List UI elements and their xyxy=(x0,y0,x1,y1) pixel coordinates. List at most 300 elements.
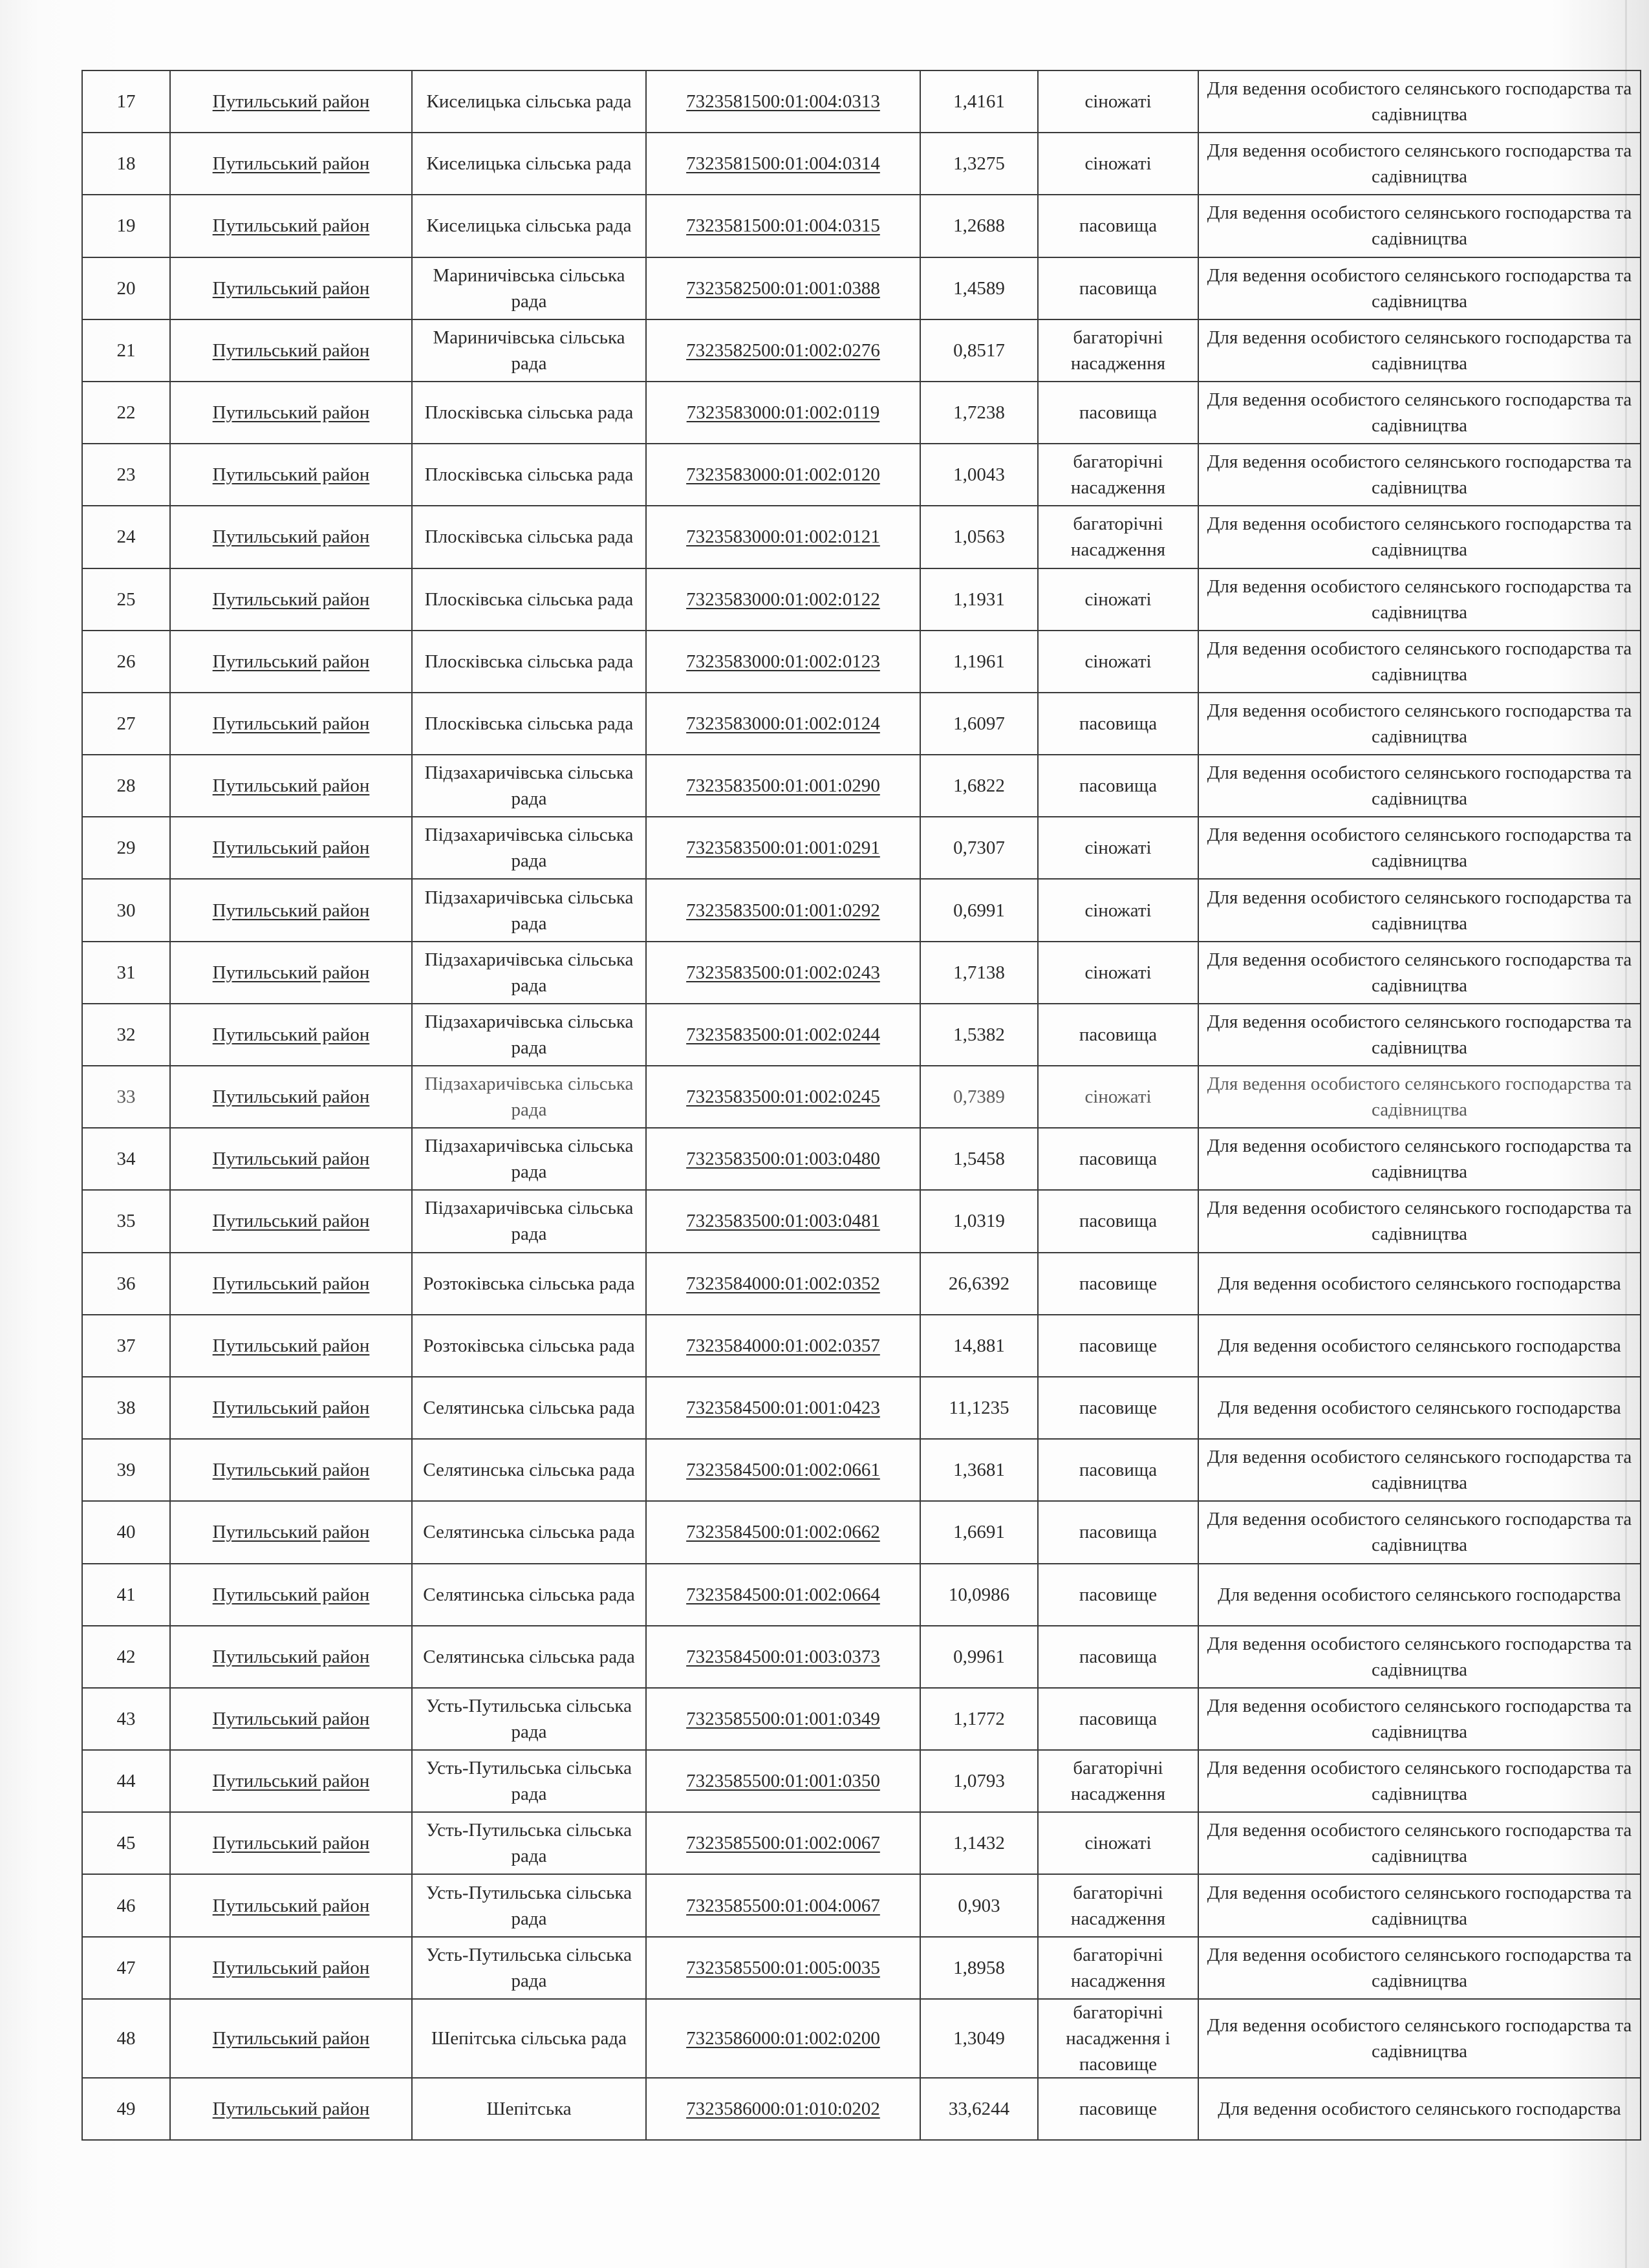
district-cell xyxy=(170,1812,412,1874)
row-number-cell: 27 xyxy=(82,693,170,755)
council-cell: Селятинська сільська рада xyxy=(412,1501,646,1563)
table-row xyxy=(82,1190,1641,1252)
council-cell: Плосківська сільська рада xyxy=(412,568,646,631)
cadastral-link[interactable]: 7323584500:01:002:0662 xyxy=(686,1522,880,1543)
council-cell: Усть-Путильська сільська рада xyxy=(412,1750,646,1812)
land-type-cell: сіножаті xyxy=(1038,631,1198,693)
cadastral-number-cell xyxy=(646,1874,920,1936)
council-cell: Розтоківська сільська рада xyxy=(412,1315,646,1377)
district-link[interactable]: Путильський район xyxy=(212,837,370,859)
row-number-cell: 49 xyxy=(82,2078,170,2140)
cadastral-number-cell xyxy=(646,755,920,817)
purpose-cell: Для ведення особистого селянського господарства та садівництва xyxy=(1198,1128,1641,1190)
district-link[interactable]: Путильський район xyxy=(212,153,370,175)
district-link[interactable]: Путильський район xyxy=(212,962,370,983)
area-cell: 1,7238 xyxy=(920,382,1038,444)
table-row xyxy=(82,1066,1641,1128)
purpose-cell: Для ведення особистого селянського господарства xyxy=(1198,1315,1641,1377)
council-cell: Мариничівська сільська рада xyxy=(412,257,646,319)
district-cell xyxy=(170,319,412,382)
district-cell xyxy=(170,568,412,631)
area-cell: 1,3275 xyxy=(920,133,1038,195)
cadastral-link[interactable]: 7323585500:01:005:0035 xyxy=(686,1957,880,1978)
land-type-cell: пасовища xyxy=(1038,1439,1198,1501)
purpose-cell: Для ведення особистого селянського господарства та садівництва xyxy=(1198,1999,1641,2078)
district-cell xyxy=(170,1128,412,1190)
row-number-cell: 29 xyxy=(82,817,170,879)
table-row xyxy=(82,1004,1641,1066)
cadastral-number-cell xyxy=(646,1626,920,1688)
land-type-cell: пасовища xyxy=(1038,755,1198,817)
district-link[interactable]: Путильський район xyxy=(212,526,370,548)
cadastral-link[interactable]: 7323583500:01:002:0245 xyxy=(686,1086,880,1108)
cadastral-link[interactable]: 7323584500:01:001:0423 xyxy=(686,1398,880,1419)
purpose-cell: Для ведення особистого селянського господарства xyxy=(1198,1564,1641,1626)
cadastral-link[interactable]: 7323584000:01:002:0352 xyxy=(686,1273,880,1294)
district-link[interactable]: Путильський район xyxy=(212,91,370,113)
cadastral-link[interactable]: 7323585500:01:004:0067 xyxy=(686,1895,880,1916)
table-row xyxy=(82,1999,1641,2078)
area-cell: 1,1961 xyxy=(920,631,1038,693)
table-row xyxy=(82,1439,1641,1501)
cadastral-number-cell xyxy=(646,1190,920,1252)
area-cell: 1,6822 xyxy=(920,755,1038,817)
land-type-cell: багаторічні насадження xyxy=(1038,506,1198,568)
land-type-cell: сіножаті xyxy=(1038,133,1198,195)
district-cell xyxy=(170,195,412,257)
district-link[interactable]: Путильський район xyxy=(212,1833,370,1854)
cadastral-number-cell xyxy=(646,1688,920,1750)
district-link[interactable]: Путильський район xyxy=(212,775,370,797)
land-type-cell: пасовища xyxy=(1038,1190,1198,1252)
district-cell xyxy=(170,1999,412,2078)
district-cell xyxy=(170,382,412,444)
cadastral-link[interactable]: 7323583000:01:002:0123 xyxy=(686,651,880,672)
council-cell: Підзахаричівська сільська рада xyxy=(412,1066,646,1128)
area-cell: 1,0563 xyxy=(920,506,1038,568)
district-cell xyxy=(170,1004,412,1066)
purpose-cell: Для ведення особистого селянського господарства та садівництва xyxy=(1198,879,1641,941)
cadastral-number-cell xyxy=(646,133,920,195)
cadastral-link[interactable]: 7323585500:01:001:0350 xyxy=(686,1771,880,1792)
district-link[interactable]: Путильський район xyxy=(212,1335,370,1356)
area-cell: 1,6691 xyxy=(920,1501,1038,1563)
district-cell xyxy=(170,1377,412,1439)
council-cell: Усть-Путильська сільська рада xyxy=(412,1937,646,1999)
row-number-cell: 22 xyxy=(82,382,170,444)
cadastral-link[interactable]: 7323583500:01:003:0481 xyxy=(686,1211,880,1232)
cadastral-number-cell xyxy=(646,1439,920,1501)
land-plots-table xyxy=(81,70,1641,2141)
row-number-cell: 47 xyxy=(82,1937,170,1999)
table-row xyxy=(82,506,1641,568)
land-type-cell: сіножаті xyxy=(1038,1812,1198,1874)
cadastral-number-cell xyxy=(646,693,920,755)
council-cell: Киселицька сільська рада xyxy=(412,195,646,257)
purpose-cell: Для ведення особистого селянського господарства та садівництва xyxy=(1198,1626,1641,1688)
purpose-cell: Для ведення особистого селянського господарства xyxy=(1198,1253,1641,1315)
area-cell: 1,4589 xyxy=(920,257,1038,319)
area-cell: 1,3049 xyxy=(920,1999,1038,2078)
row-number-cell: 44 xyxy=(82,1750,170,1812)
land-type-cell: пасовища xyxy=(1038,1626,1198,1688)
cadastral-link[interactable]: 7323585500:01:001:0349 xyxy=(686,1708,880,1729)
district-link[interactable]: Путильський район xyxy=(212,1957,370,1978)
purpose-cell: Для ведення особистого селянського господарства та садівництва xyxy=(1198,817,1641,879)
cadastral-link[interactable]: 7323584500:01:002:0664 xyxy=(686,1584,880,1605)
table-row xyxy=(82,257,1641,319)
land-type-cell: багаторічні насадження xyxy=(1038,444,1198,506)
table-row xyxy=(82,1253,1641,1315)
land-type-cell: пасовища xyxy=(1038,195,1198,257)
cadastral-link[interactable]: 7323581500:01:004:0313 xyxy=(686,91,880,113)
table-row xyxy=(82,1377,1641,1439)
district-cell xyxy=(170,1626,412,1688)
row-number-cell: 17 xyxy=(82,70,170,133)
row-number-cell: 45 xyxy=(82,1812,170,1874)
cadastral-link[interactable]: 7323586000:01:010:0202 xyxy=(686,2098,880,2119)
land-type-cell: багаторічні насадження xyxy=(1038,319,1198,382)
cadastral-number-cell xyxy=(646,568,920,631)
area-cell: 0,7307 xyxy=(920,817,1038,879)
row-number-cell: 40 xyxy=(82,1501,170,1563)
council-cell: Шепітська сільська рада xyxy=(412,1999,646,2078)
land-type-cell: пасовища xyxy=(1038,1004,1198,1066)
purpose-cell: Для ведення особистого селянського господарства та садівництва xyxy=(1198,942,1641,1004)
cadastral-number-cell xyxy=(646,1253,920,1315)
table-row xyxy=(82,1128,1641,1190)
table-row xyxy=(82,631,1641,693)
district-link[interactable]: Путильський район xyxy=(212,1086,370,1108)
purpose-cell: Для ведення особистого селянського господарства та садівництва xyxy=(1198,1750,1641,1812)
purpose-cell: Для ведення особистого селянського господарства та садівництва xyxy=(1198,1937,1641,1999)
district-link[interactable]: Путильський район xyxy=(212,464,370,486)
district-link[interactable]: Путильський район xyxy=(212,215,370,237)
row-number-cell: 38 xyxy=(82,1377,170,1439)
purpose-cell: Для ведення особистого селянського господарства та садівництва xyxy=(1198,755,1641,817)
purpose-cell: Для ведення особистого селянського господарства xyxy=(1198,1377,1641,1439)
district-link[interactable]: Путильський район xyxy=(212,1522,370,1543)
district-link[interactable]: Путильський район xyxy=(212,651,370,672)
district-cell xyxy=(170,257,412,319)
land-type-cell: сіножаті xyxy=(1038,817,1198,879)
district-link[interactable]: Путильський район xyxy=(212,1211,370,1232)
district-link[interactable]: Путильський район xyxy=(212,2027,370,2049)
purpose-cell: Для ведення особистого селянського господарства та садівництва xyxy=(1198,506,1641,568)
council-cell: Підзахаричівська сільська рада xyxy=(412,817,646,879)
land-type-cell: сіножаті xyxy=(1038,70,1198,133)
cadastral-link[interactable]: 7323583000:01:002:0124 xyxy=(686,713,880,734)
land-type-cell: пасовище xyxy=(1038,1377,1198,1439)
cadastral-number-cell xyxy=(646,506,920,568)
cadastral-link[interactable]: 7323583500:01:003:0480 xyxy=(686,1149,880,1170)
district-cell xyxy=(170,1501,412,1563)
table-row xyxy=(82,319,1641,382)
council-cell: Підзахаричівська сільська рада xyxy=(412,942,646,1004)
row-number-cell: 33 xyxy=(82,1066,170,1128)
cadastral-link[interactable]: 7323583500:01:002:0243 xyxy=(686,962,880,983)
district-cell xyxy=(170,879,412,941)
cadastral-link[interactable]: 7323582500:01:001:0388 xyxy=(686,277,880,299)
purpose-cell: Для ведення особистого селянського господарства та садівництва xyxy=(1198,319,1641,382)
table-row xyxy=(82,70,1641,133)
land-type-cell: пасовище xyxy=(1038,1564,1198,1626)
table-row xyxy=(82,1812,1641,1874)
table-row xyxy=(82,195,1641,257)
council-cell: Плосківська сільська рада xyxy=(412,506,646,568)
council-cell: Киселицька сільська рада xyxy=(412,70,646,133)
table-row xyxy=(82,1874,1641,1936)
land-type-cell: багаторічні насадження xyxy=(1038,1874,1198,1936)
cadastral-number-cell xyxy=(646,1812,920,1874)
area-cell: 1,5458 xyxy=(920,1128,1038,1190)
cadastral-number-cell xyxy=(646,1128,920,1190)
purpose-cell: Для ведення особистого селянського господарства та садівництва xyxy=(1198,133,1641,195)
cadastral-link[interactable]: 7323586000:01:002:0200 xyxy=(686,2027,880,2049)
purpose-cell: Для ведення особистого селянського господарства та садівництва xyxy=(1198,1439,1641,1501)
land-type-cell: пасовище xyxy=(1038,2078,1198,2140)
council-cell: Підзахаричівська сільська рада xyxy=(412,1128,646,1190)
cadastral-number-cell xyxy=(646,879,920,941)
cadastral-number-cell xyxy=(646,2078,920,2140)
cadastral-link[interactable]: 7323581500:01:004:0315 xyxy=(686,215,880,237)
area-cell: 1,6097 xyxy=(920,693,1038,755)
district-link[interactable]: Путильський район xyxy=(212,713,370,734)
cadastral-number-cell xyxy=(646,1750,920,1812)
district-link[interactable]: Путильський район xyxy=(212,1708,370,1729)
council-cell: Усть-Путильська сільська рада xyxy=(412,1812,646,1874)
council-cell: Розтоківська сільська рада xyxy=(412,1253,646,1315)
area-cell: 1,5382 xyxy=(920,1004,1038,1066)
area-cell: 0,9961 xyxy=(920,1626,1038,1688)
cadastral-number-cell xyxy=(646,257,920,319)
cadastral-number-cell xyxy=(646,319,920,382)
district-cell xyxy=(170,1315,412,1377)
district-cell xyxy=(170,1439,412,1501)
district-link[interactable]: Путильський район xyxy=(212,589,370,610)
row-number-cell: 37 xyxy=(82,1315,170,1377)
district-link[interactable]: Путильський район xyxy=(212,402,370,424)
table-row xyxy=(82,1937,1641,1999)
row-number-cell: 39 xyxy=(82,1439,170,1501)
district-link[interactable]: Путильський район xyxy=(212,1771,370,1792)
district-cell xyxy=(170,1564,412,1626)
area-cell: 1,3681 xyxy=(920,1439,1038,1501)
land-type-cell: сіножаті xyxy=(1038,1066,1198,1128)
council-cell: Плосківська сільська рада xyxy=(412,382,646,444)
district-link[interactable]: Путильський район xyxy=(212,1895,370,1916)
district-link[interactable]: Путильський район xyxy=(212,1584,370,1605)
table-row xyxy=(82,382,1641,444)
district-cell xyxy=(170,506,412,568)
council-cell: Плосківська сільська рада xyxy=(412,631,646,693)
table-row xyxy=(82,1750,1641,1812)
cadastral-number-cell xyxy=(646,631,920,693)
cadastral-link[interactable]: 7323584000:01:002:0357 xyxy=(686,1335,880,1356)
area-cell: 0,8517 xyxy=(920,319,1038,382)
row-number-cell: 31 xyxy=(82,942,170,1004)
council-cell: Селятинська сільська рада xyxy=(412,1626,646,1688)
district-cell xyxy=(170,755,412,817)
cadastral-link[interactable]: 7323583000:01:002:0122 xyxy=(686,589,880,610)
area-cell: 1,1931 xyxy=(920,568,1038,631)
council-cell: Підзахаричівська сільська рада xyxy=(412,1004,646,1066)
council-cell: Підзахаричівська сільська рада xyxy=(412,879,646,941)
purpose-cell: Для ведення особистого селянського господарства та садівництва xyxy=(1198,1190,1641,1252)
purpose-cell: Для ведення особистого селянського господарства та садівництва xyxy=(1198,693,1641,755)
table-row xyxy=(82,1564,1641,1626)
cadastral-link[interactable]: 7323583500:01:001:0290 xyxy=(686,775,880,797)
cadastral-link[interactable]: 7323583000:01:002:0120 xyxy=(686,464,880,486)
area-cell: 1,2688 xyxy=(920,195,1038,257)
table-row xyxy=(82,1315,1641,1377)
row-number-cell: 18 xyxy=(82,133,170,195)
row-number-cell: 25 xyxy=(82,568,170,631)
land-type-cell: багаторічні насадження і пасовище xyxy=(1038,1999,1198,2078)
district-cell xyxy=(170,1750,412,1812)
district-cell xyxy=(170,444,412,506)
district-link[interactable]: Путильський район xyxy=(212,1024,370,1045)
district-link[interactable]: Путильський район xyxy=(212,900,370,921)
district-link[interactable]: Путильський район xyxy=(212,277,370,299)
table-row xyxy=(82,879,1641,941)
purpose-cell: Для ведення особистого селянського господарства та садівництва xyxy=(1198,1688,1641,1750)
cadastral-number-cell xyxy=(646,444,920,506)
area-cell: 0,7389 xyxy=(920,1066,1038,1128)
area-cell: 14,881 xyxy=(920,1315,1038,1377)
land-type-cell: пасовища xyxy=(1038,693,1198,755)
purpose-cell: Для ведення особистого селянського господарства xyxy=(1198,2078,1641,2140)
cadastral-number-cell xyxy=(646,942,920,1004)
land-type-cell: багаторічні насадження xyxy=(1038,1937,1198,1999)
cadastral-link[interactable]: 7323583000:01:002:0119 xyxy=(686,402,880,424)
council-cell: Селятинська сільська рада xyxy=(412,1439,646,1501)
council-cell: Підзахаричівська сільська рада xyxy=(412,1190,646,1252)
cadastral-number-cell xyxy=(646,70,920,133)
council-cell: Селятинська сільська рада xyxy=(412,1377,646,1439)
row-number-cell: 21 xyxy=(82,319,170,382)
district-link[interactable]: Путильський район xyxy=(212,1460,370,1481)
row-number-cell: 23 xyxy=(82,444,170,506)
row-number-cell: 20 xyxy=(82,257,170,319)
district-cell xyxy=(170,1066,412,1128)
cadastral-number-cell xyxy=(646,1937,920,1999)
cadastral-number-cell xyxy=(646,817,920,879)
area-cell: 0,6991 xyxy=(920,879,1038,941)
district-link[interactable]: Путильський район xyxy=(212,1273,370,1294)
area-cell: 1,4161 xyxy=(920,70,1038,133)
row-number-cell: 32 xyxy=(82,1004,170,1066)
area-cell: 1,1772 xyxy=(920,1688,1038,1750)
land-type-cell: пасовища xyxy=(1038,257,1198,319)
council-cell: Підзахаричівська сільська рада xyxy=(412,755,646,817)
district-link[interactable]: Путильський район xyxy=(212,1149,370,1170)
land-type-cell: пасовище xyxy=(1038,1315,1198,1377)
row-number-cell: 35 xyxy=(82,1190,170,1252)
row-number-cell: 19 xyxy=(82,195,170,257)
cadastral-number-cell xyxy=(646,1501,920,1563)
council-cell: Мариничівська сільська рада xyxy=(412,319,646,382)
district-link[interactable]: Путильський район xyxy=(212,1398,370,1419)
district-cell xyxy=(170,70,412,133)
area-cell: 1,0319 xyxy=(920,1190,1038,1252)
area-cell: 0,903 xyxy=(920,1874,1038,1936)
land-type-cell: багаторічні насадження xyxy=(1038,1750,1198,1812)
purpose-cell: Для ведення особистого селянського господарства та садівництва xyxy=(1198,1004,1641,1066)
row-number-cell: 43 xyxy=(82,1688,170,1750)
district-link[interactable]: Путильський район xyxy=(212,340,370,361)
district-cell xyxy=(170,133,412,195)
district-link[interactable]: Путильський район xyxy=(212,2098,370,2119)
purpose-cell: Для ведення особистого селянського господарства та садівництва xyxy=(1198,1501,1641,1563)
purpose-cell: Для ведення особистого селянського господарства та садівництва xyxy=(1198,444,1641,506)
land-type-cell: сіножаті xyxy=(1038,879,1198,941)
land-type-cell: пасовища xyxy=(1038,382,1198,444)
area-cell: 1,0793 xyxy=(920,1750,1038,1812)
area-cell: 10,0986 xyxy=(920,1564,1038,1626)
purpose-cell: Для ведення особистого селянського господарства та садівництва xyxy=(1198,70,1641,133)
cadastral-link[interactable]: 7323585500:01:002:0067 xyxy=(686,1833,880,1854)
cadastral-link[interactable]: 7323583500:01:001:0292 xyxy=(686,900,880,921)
row-number-cell: 48 xyxy=(82,1999,170,2078)
cadastral-link[interactable]: 7323584500:01:002:0661 xyxy=(686,1460,880,1481)
land-type-cell: сіножаті xyxy=(1038,942,1198,1004)
table-body xyxy=(82,70,1641,2140)
district-cell xyxy=(170,1874,412,1936)
cadastral-link[interactable]: 7323583500:01:002:0244 xyxy=(686,1024,880,1045)
cadastral-number-cell xyxy=(646,1999,920,2078)
table-row xyxy=(82,568,1641,631)
purpose-cell: Для ведення особистого селянського господарства та садівництва xyxy=(1198,257,1641,319)
cadastral-link[interactable]: 7323581500:01:004:0314 xyxy=(686,153,880,175)
table-row xyxy=(82,1626,1641,1688)
district-cell xyxy=(170,631,412,693)
table-row xyxy=(82,133,1641,195)
council-cell: Шепітська xyxy=(412,2078,646,2140)
purpose-cell: Для ведення особистого селянського господарства та садівництва xyxy=(1198,195,1641,257)
cadastral-link[interactable]: 7323582500:01:002:0276 xyxy=(686,340,880,361)
council-cell: Плосківська сільська рада xyxy=(412,693,646,755)
land-type-cell: пасовища xyxy=(1038,1128,1198,1190)
area-cell: 1,7138 xyxy=(920,942,1038,1004)
table-row xyxy=(82,817,1641,879)
row-number-cell: 28 xyxy=(82,755,170,817)
cadastral-link[interactable]: 7323583500:01:001:0291 xyxy=(686,837,880,859)
cadastral-number-cell xyxy=(646,1066,920,1128)
district-cell xyxy=(170,1190,412,1252)
district-cell xyxy=(170,942,412,1004)
table-row xyxy=(82,2078,1641,2140)
cadastral-link[interactable]: 7323584500:01:003:0373 xyxy=(686,1646,880,1667)
table-row xyxy=(82,1688,1641,1750)
area-cell: 26,6392 xyxy=(920,1253,1038,1315)
row-number-cell: 41 xyxy=(82,1564,170,1626)
table-row xyxy=(82,755,1641,817)
row-number-cell: 24 xyxy=(82,506,170,568)
district-link[interactable]: Путильський район xyxy=(212,1646,370,1667)
table-row xyxy=(82,693,1641,755)
council-cell: Киселицька сільська рада xyxy=(412,133,646,195)
land-type-cell: сіножаті xyxy=(1038,568,1198,631)
cadastral-number-cell xyxy=(646,1315,920,1377)
purpose-cell: Для ведення особистого селянського господарства та садівництва xyxy=(1198,631,1641,693)
purpose-cell: Для ведення особистого селянського господарства та садівництва xyxy=(1198,1812,1641,1874)
district-cell xyxy=(170,1937,412,1999)
cadastral-number-cell xyxy=(646,195,920,257)
cadastral-link[interactable]: 7323583000:01:002:0121 xyxy=(686,526,880,548)
district-cell xyxy=(170,817,412,879)
row-number-cell: 36 xyxy=(82,1253,170,1315)
